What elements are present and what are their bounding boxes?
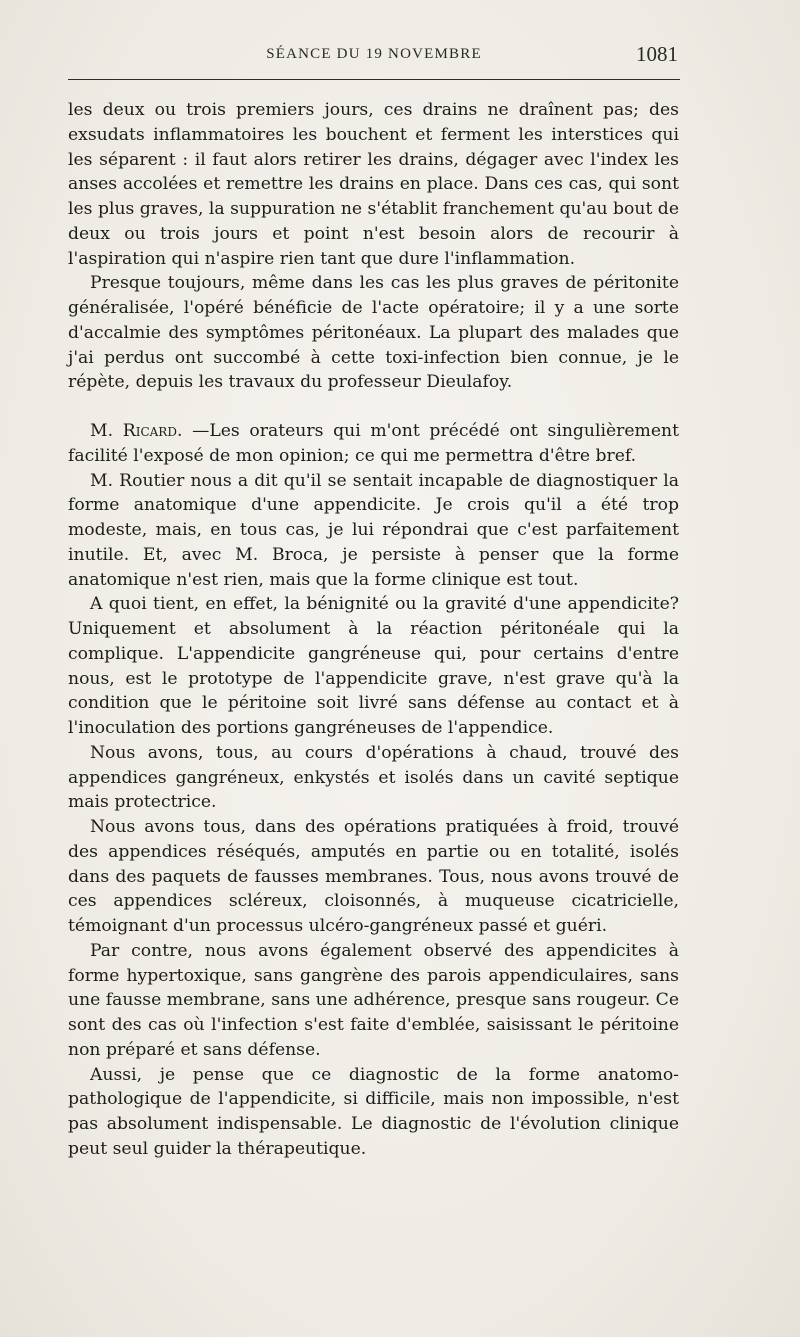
paragraph: Aussi, je pense que ce diagnostic de la forme anatomo-pathologique de l'appendicite, si difficile, mais non impossible, n'est pas absolument indispensable. Le diagnostic de l'évolution clinique peut seul guider la thérapeutique. [68, 1064, 679, 1159]
speech-text: —Les orateurs qui m'ont précédé ont singulièrement facilité l'exposé de mon opinion; ce qui me permettra d'être bref. [68, 421, 679, 466]
paragraph: Presque toujours, même dans les cas les plus graves de péritonite généralisée, l'opéré bénéficie de l'acte opératoire; il y a une sorte d'accalmie des symptômes péritonéaux. La plupart des malades que j'ai perdus ont succombé à cette toxi-infection bien connue, je le répète, depuis les travaux du professeur Dieulafoy. [68, 273, 679, 393]
page-header [68, 42, 680, 72]
paragraph: Nous avons, tous, au cours d'opérations à chaud, trouvé des appendices gangréneux, enkystés et isolés dans un cavité septique mais protectrice. [68, 742, 679, 813]
speech-paragraph [68, 419, 679, 469]
paragraph: M. Routier nous a dit qu'il se sentait incapable de diagnostiquer la forme anatomique d'une appendicite. Je crois qu'il a été trop modeste, mais, en tous cas, je lui répondrai que c'est parfaitement inutile. Et, avec M. Broca, je persiste à penser que la forme anatomique n'est rien, mais que la forme clinique est tout. [68, 470, 679, 590]
speaker-name: M. Ricard. [90, 421, 183, 441]
running-title: SÉANCE DU 19 NOVEMBRE [266, 46, 482, 62]
body-text [68, 98, 679, 1162]
paragraph: les deux ou trois premiers jours, ces drains ne draînent pas; des exsudats inflammatoires les bouchent et ferment les interstices qui les séparent : il faut alors retirer les drains, dégager avec l'index les anses accolées et remettre les drains en place. Dans ces cas, qui sont les plus graves, la suppuration ne s'établit franchement qu'au bout de deux ou trois jours et point n'est besoin alors de recourir à l'aspiration qui n'aspire rien tant que dure l'inflammation. [68, 100, 679, 269]
header-rule [68, 79, 680, 80]
page-number: 1081 [636, 42, 678, 66]
paragraph: Nous avons tous, dans des opérations pratiquées à froid, trouvé des appendices réséqués, amputés en partie ou en totalité, isolés dans des paquets de fausses membranes. Tous, nous avons trouvé de ces appendices scléreux, cloisonnés, à muqueuse cicatricielle, témoignant d'un processus ulcéro-gangréneux passé et guéri. [68, 817, 679, 936]
paragraph: A quoi tient, en effet, la bénignité ou la gravité d'une appendicite? Uniquement et absolument à la réaction péritonéale qui la complique. L'appendicite gangréneuse qui, pour certains d'entre nous, est le prototype de l'appendicite grave, n'est grave qu'à la condition que le péritoine soit livré sans défense au contact et à l'inoculation des portions gangréneuses de l'appendice. [68, 594, 679, 738]
paragraph: Par contre, nous avons également observé des appendicites à forme hypertoxique, sans gangrène des parois appendiculaires, sans une fausse membrane, sans une adhérence, presque sans rougeur. Ce sont des cas où l'infection s'est faite d'emblée, saisissant le péritoine non préparé et sans défense. [68, 940, 679, 1060]
